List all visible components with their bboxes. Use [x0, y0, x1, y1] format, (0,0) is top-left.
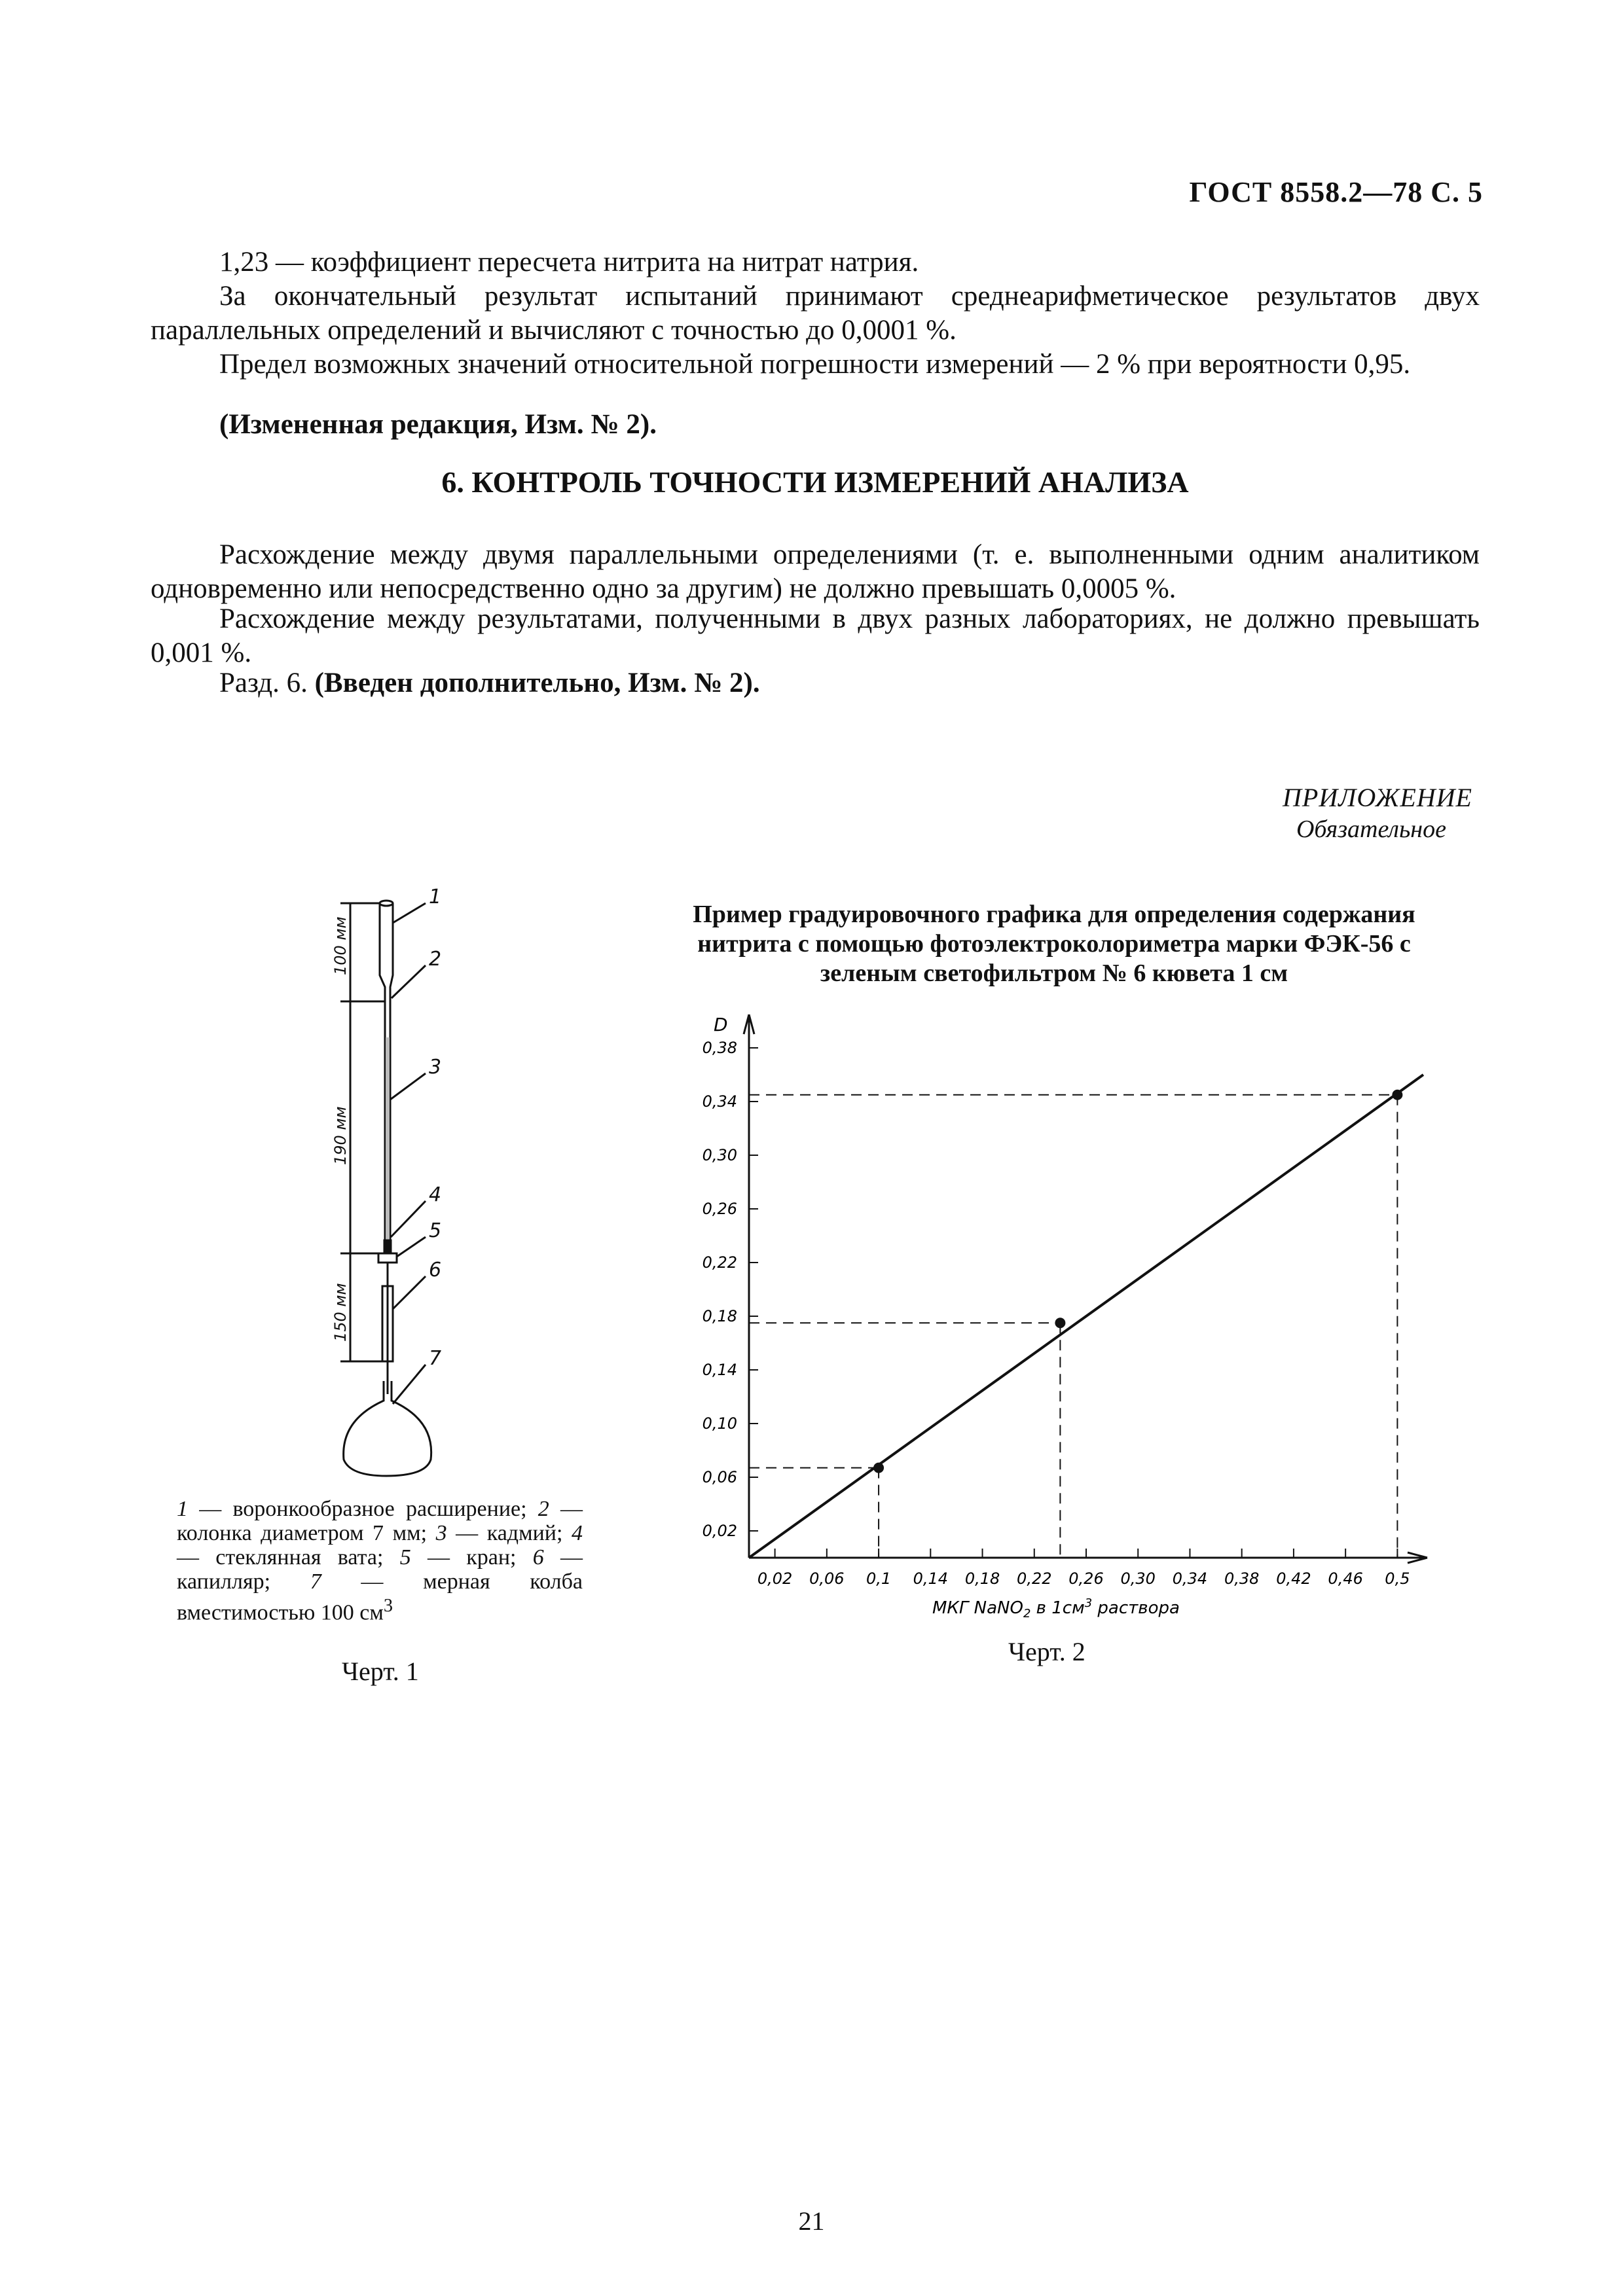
y-tick-label: 0,26 — [702, 1200, 737, 1218]
x-axis-label: МКГ NaNO$_2$ в $1см^3$ раствора — [932, 1596, 1180, 1621]
section-title: 6. КОНТРОЛЬ ТОЧНОСТИ ИЗМЕРЕНИЙ АНАЛИЗА — [441, 465, 1189, 499]
y-tick-label: 0,34 — [702, 1092, 737, 1111]
header-standard-ref: ГОСТ 8558.2—78 С. 5 — [1189, 176, 1483, 208]
y-tick-label: 0,30 — [702, 1146, 737, 1164]
y-tick-label: 0,02 — [702, 1522, 737, 1540]
x-tick-label: 0,38 — [1224, 1570, 1260, 1588]
x-tick-label: 0,46 — [1328, 1570, 1363, 1588]
y-tick-label: 0,22 — [702, 1253, 737, 1272]
paragraph-coefficient: 1,23 — коэффициент пересчета нитрита на нитрат натрия. — [219, 247, 919, 278]
x-tick-label: 0,06 — [809, 1570, 845, 1588]
fig1-label-7: 7 — [429, 1347, 442, 1370]
x-tick-label: 0,14 — [913, 1570, 949, 1588]
y-tick-label: 0,10 — [702, 1414, 737, 1433]
fig1-label-4: 4 — [429, 1183, 442, 1206]
glass-wool — [384, 1240, 391, 1252]
y-tick-label: 0,06 — [702, 1468, 737, 1486]
section6-paragraph-1: Расхождение между двумя параллельными определениями (т. е. выполненными одним аналитиком одновременно или непосредственно одно за другим) не должно превышать 0,0005 %. — [151, 539, 1480, 604]
section6-prefix: Разд. 6. — [219, 668, 308, 698]
page-number: 21 — [798, 2206, 825, 2236]
section6-paragraph-3 — [151, 666, 1480, 700]
calibration-line — [749, 1075, 1423, 1558]
appendix-subtitle: Обязательное — [1296, 816, 1446, 843]
figure2-caption: Черт. 2 — [1008, 1637, 1085, 1666]
figure2-calibration-chart — [674, 1008, 1467, 1623]
section6-amendment: (Введен дополнительно, Изм. № 2). — [314, 668, 760, 698]
paragraph-error-limit: Предел возможных значений относительной погрешности измерений — 2 % при вероятности 0,95. — [219, 349, 1411, 380]
figure2-title: Пример градуировочного графика для определения содержания нитрита с помощью фотоэлектроколориметра марки ФЭК-56 с зеленым светофильтром № 6 кювета 1 см — [693, 901, 1415, 987]
x-tick-label: 0,42 — [1276, 1570, 1311, 1588]
fig1-label-1: 1 — [429, 886, 442, 908]
y-tick-label: 0,14 — [702, 1361, 737, 1379]
dim-100: 100 мм — [331, 916, 350, 975]
cadmium-fill — [386, 1037, 390, 1240]
fig1-label-5: 5 — [429, 1219, 442, 1242]
x-tick-label: 0,34 — [1172, 1570, 1208, 1588]
fig1-label-3: 3 — [429, 1056, 442, 1079]
data-point — [1055, 1318, 1065, 1328]
x-tick-label: 0,18 — [964, 1570, 1000, 1588]
x-tick-label: 0,26 — [1068, 1570, 1104, 1588]
fig1-label-2: 2 — [429, 948, 442, 971]
x-tick-label: 0,5 — [1385, 1570, 1410, 1588]
appendix-title: ПРИЛОЖЕНИЕ — [1283, 783, 1472, 812]
fig1-label-6: 6 — [429, 1259, 442, 1282]
figure1-apparatus-drawing — [301, 884, 537, 1492]
x-tick-label: 0,22 — [1017, 1570, 1052, 1588]
section6-paragraph-2: Расхождение между результатами, полученными в двух разных лабораториях, не должно превышать 0,001 %. — [151, 603, 1480, 668]
data-point — [873, 1463, 884, 1473]
x-tick-label: 0,30 — [1120, 1570, 1156, 1588]
y-axis-label: D — [714, 1014, 728, 1035]
figure1-caption: Черт. 1 — [342, 1657, 419, 1686]
data-point — [1392, 1090, 1402, 1100]
tap — [378, 1253, 397, 1263]
dim-190: 190 мм — [331, 1106, 350, 1165]
x-tick-label: 0,02 — [757, 1570, 793, 1588]
dim-150: 150 мм — [331, 1283, 350, 1342]
measuring-flask — [344, 1381, 431, 1476]
paragraph-amendment: (Измененная редакция, Изм. № 2). — [219, 409, 657, 440]
y-tick-label: 0,38 — [702, 1039, 737, 1057]
figure1-legend: 1 — воронкообразное расширение; 2 — колонка диаметром 7 мм; 3 — кадмий; 4 — стеклянная вата; 5 — кран; 6 — капилляр; 7 — мерная колба вместимостью 100 $см^3$ — [177, 1497, 583, 1625]
column-top-rim — [380, 901, 393, 906]
y-tick-label: 0,18 — [702, 1307, 737, 1325]
x-tick-label: 0,1 — [866, 1570, 892, 1588]
paragraph-final-result: За окончательный результат испытаний принимают среднеарифметическое результатов двух параллельных определений и вычисляют с точностью до 0,0001 %. — [151, 281, 1480, 346]
